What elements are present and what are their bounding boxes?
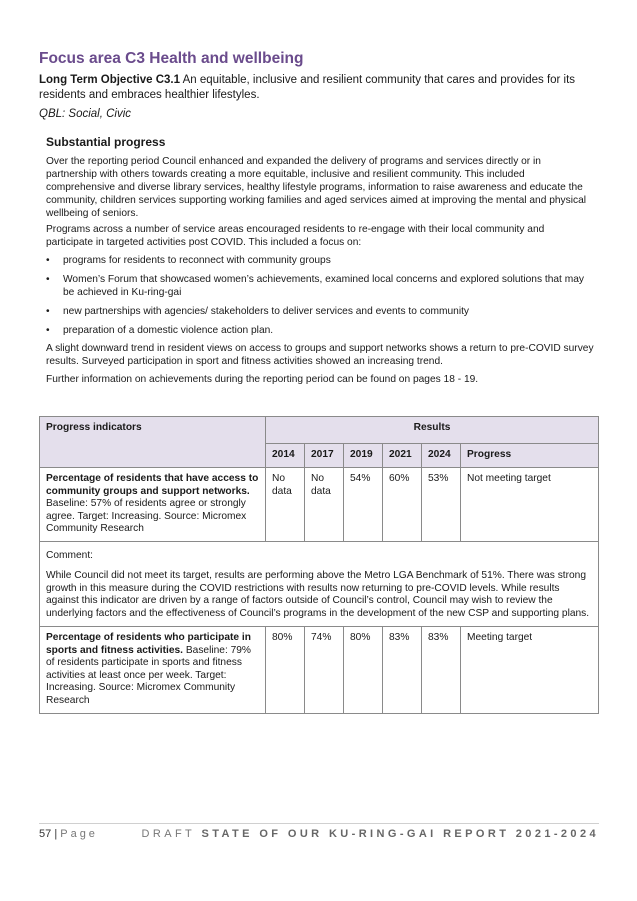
objective-label: Long Term Objective C3.1	[39, 74, 181, 86]
bullet-icon: •	[46, 274, 50, 285]
focus-list	[46, 254, 594, 337]
draft-word: DRAFT	[141, 828, 195, 840]
list-item	[46, 254, 594, 267]
value-cell: No data	[266, 468, 305, 542]
page-word: Page	[60, 828, 98, 840]
list-item	[46, 305, 594, 318]
indicator-title: Percentage of residents that have access to community groups and support networks.	[46, 473, 259, 497]
list-item-text: programs for residents to reconnect with community groups	[63, 255, 331, 266]
value-cell: 53%	[422, 468, 461, 542]
progress-paragraph-2: Programs across a number of service areas encouraged residents to re-engage with their local community and participate in targeted activities post COVID. This included a focus on:	[46, 224, 545, 248]
qbl-label: QBL: Social, Civic	[39, 108, 132, 120]
progress-paragraph-1: Over the reporting period Council enhanced and expanded the delivery of programs and services directly or in partnership with others towards creating a more equitable, inclusive and resilient community. This included comprehensive and diverse library services, healthy lifestyle programs, information to raise awareness and educate the community, children services supporting working families and aged services aimed at improving the mental and physical wellbeing of seniors.	[46, 156, 587, 219]
progress-paragraph-3: A slight downward trend in resident views on access to groups and support networks shows a return to pre-COVID survey results. Surveyed participation in sport and fitness activities showed an increasing trend.	[46, 343, 594, 367]
header-results: Results	[266, 417, 599, 444]
list-item	[46, 324, 594, 337]
value-cell: 74%	[305, 627, 344, 714]
header-progress-indicators: Progress indicators	[40, 417, 266, 468]
table-row	[40, 468, 599, 542]
indicator-title: Percentage of residents who participate in sports and fitness activities.	[46, 632, 251, 656]
report-title	[142, 828, 599, 840]
progress-status: Meeting target	[461, 627, 599, 714]
indicator-cell	[40, 468, 266, 542]
progress-paragraph-4: Further information on achievements during the reporting period can be found on pages 18 - 19.	[46, 374, 479, 385]
progress-indicators-table	[39, 416, 599, 714]
comment-row	[40, 541, 599, 627]
header-year: 2019	[344, 444, 383, 468]
value-cell: 80%	[266, 627, 305, 714]
objective-statement	[39, 73, 599, 103]
section-heading: Focus area C3 Health and wellbeing	[39, 50, 304, 67]
indicator-details: Baseline: 57% of residents agree or strongly agree. Target: Increasing. Source: Micromex Community Research	[46, 498, 247, 534]
report-title-text: STATE OF OUR KU-RING-GAI REPORT 2021-2024	[201, 828, 599, 840]
value-cell: 54%	[344, 468, 383, 542]
header-year: 2021	[383, 444, 422, 468]
value-cell: 60%	[383, 468, 422, 542]
comment-cell	[40, 541, 599, 627]
indicator-details: Baseline: 79% of residents participate in sports and fitness activities at least once per week. Target: Increasing. Source: Micromex Community Research	[46, 644, 251, 706]
page-number-label	[39, 828, 98, 840]
value-cell: 83%	[422, 627, 461, 714]
table-row	[40, 627, 599, 714]
comment-label: Comment:	[46, 549, 93, 561]
list-item-text: Women’s Forum that showcased women’s achievements, examined local concerns and explored solutions that may be achieved in Ku-ring-gai	[63, 274, 584, 298]
progress-status: Not meeting target	[461, 468, 599, 542]
bullet-icon: •	[46, 255, 50, 266]
header-year: 2017	[305, 444, 344, 468]
value-cell: 80%	[344, 627, 383, 714]
header-year: 2024	[422, 444, 461, 468]
list-item	[46, 273, 594, 299]
value-cell: 83%	[383, 627, 422, 714]
indicator-cell	[40, 627, 266, 714]
comment-text: While Council did not meet its target, results are performing above the Metro LGA Benchmark of 51%. There was strong growth in this measure during the COVID restrictions with results now returning to pre-COVID levels. While results against this indicator are driven by a range of factors outside of Council’s control, Council may wish to review the underlying factors and the effectiveness of Council’s programs in the development of the new CSP and supporting plans.	[46, 570, 590, 619]
progress-title: Substantial progress	[46, 135, 166, 149]
table-header-row	[40, 417, 599, 444]
header-year: 2014	[266, 444, 305, 468]
objective-text: An equitable, inclusive and resilient community that cares and provides for its residents and embraces healthier lifestyles.	[39, 74, 576, 101]
list-item-text: new partnerships with agencies/ stakeholders to deliver services and events to community	[63, 306, 470, 317]
page-footer	[39, 823, 599, 844]
value-cell: No data	[305, 468, 344, 542]
footer-separator: |	[54, 828, 58, 840]
bullet-icon: •	[46, 325, 50, 336]
bullet-icon: •	[46, 306, 50, 317]
header-progress: Progress	[461, 444, 599, 468]
page-number: 57	[39, 828, 52, 840]
list-item-text: preparation of a domestic violence action plan.	[63, 325, 274, 336]
